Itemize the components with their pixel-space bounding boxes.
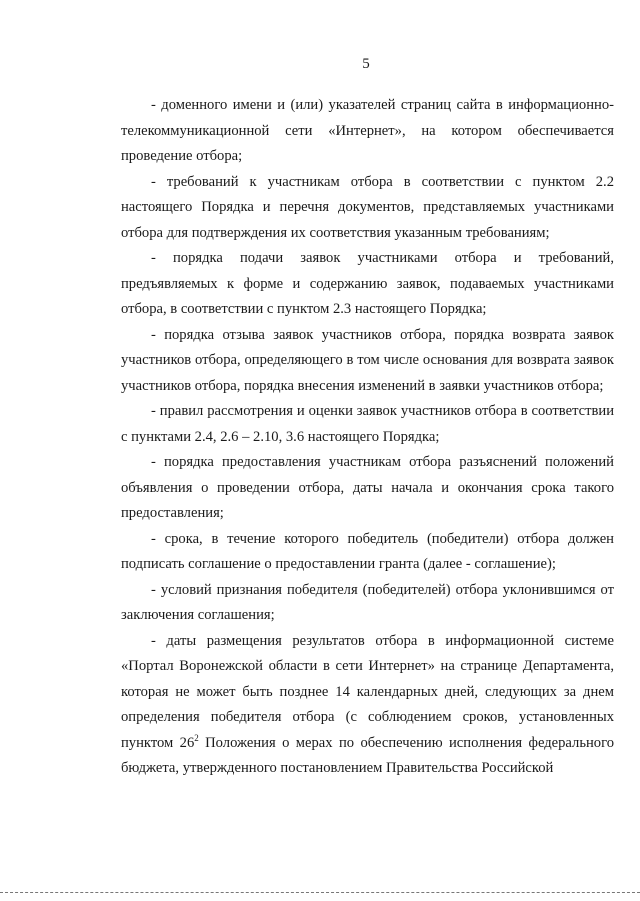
footnote-superscript: 2 <box>194 732 199 743</box>
document-body <box>121 93 614 782</box>
paragraph-participant-requirements: - требований к участникам отбора в соответствии с пунктом 2.2 настоящего Порядка и перечня документов, представляемых участниками отбора для подтверждения их соответствия указанным требованиям; <box>121 173 614 241</box>
results-text-part1: - даты размещения результатов отбора в информационной системе «Портал Воронежской области в сети Интернет» на странице Департамента, которая не может быть позднее 14 календарных дней, следующих за днем определения победителя отбора (с соблюдением сроков, установленных пунктом 26 <box>121 632 614 751</box>
paragraph-clarifications: - порядка предоставления участникам отбора разъяснений положений объявления о проведении отбора, даты начала и окончания срока такого предоставления; <box>121 454 614 521</box>
paragraph-agreement-deadline: - срока, в течение которого победитель (победители) отбора должен подписать соглашение о предоставлении гранта (далее - соглашение); <box>121 530 614 572</box>
paragraph-application-withdrawal: - порядка отзыва заявок участников отбора, порядка возврата заявок участников отбора, определяющего в том числе основания для возврата заявок участников отбора, порядка внесения изменений в заявки участников отбора; <box>121 326 614 394</box>
page-number: 5 <box>362 56 370 72</box>
paragraph-application-submission: - порядка подачи заявок участниками отбора и требований, предъявляемых к форме и содержанию заявок, подаваемых участниками отбора, в соответствии с пунктом 2.3 настоящего Порядка; <box>121 250 614 317</box>
page-bottom-divider <box>0 892 640 894</box>
paragraph-evasion-conditions: - условий признания победителя (победителей) отбора уклонившимся от заключения соглашения; <box>121 581 614 623</box>
results-text-part2: Положения о мерах по обеспечению исполнения федерального бюджета, утвержденного постановлением Правительства Российской <box>121 734 614 776</box>
paragraph-domain-name: - доменного имени и (или) указателей страниц сайта в информационно-телекоммуникационной сети «Интернет», на котором обеспечивается проведение отбора; <box>121 97 614 164</box>
paragraph-evaluation-rules: - правил рассмотрения и оценки заявок участников отбора в соответствии с пунктами 2.4, 2.6 – 2.10, 3.6 настоящего Порядка; <box>121 403 614 445</box>
paragraph-results-publication <box>121 629 614 782</box>
